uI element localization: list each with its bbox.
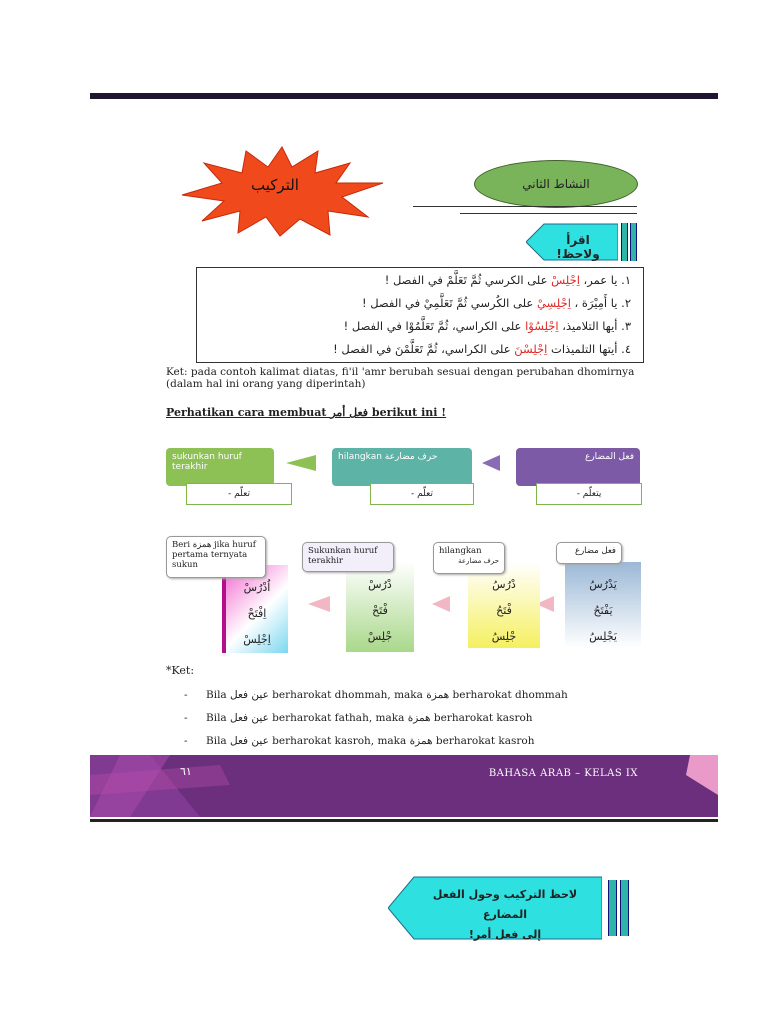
step-box-fiil-mudhari: فعل المضارع <box>516 448 640 486</box>
column-hilangkan <box>468 562 540 648</box>
arrow-left-icon <box>482 455 500 471</box>
word: دْرُسْ <box>368 578 392 591</box>
top-rule <box>90 93 718 99</box>
callout-sukunkan: Sukunkan huruf terakhir <box>302 542 394 572</box>
step-box-hilangkan: hilangkan حرف مضارعة <box>332 448 472 486</box>
sentence-3: ٣. أيها التلاميذ، اِجْلِسُوْا على الكراسي، ثُمَّ تَعَلَّمُوْا في الفصل ! <box>343 319 631 333</box>
column-mudhari <box>565 562 641 648</box>
word: جْلِسُ <box>491 630 517 643</box>
task-bar <box>620 880 629 936</box>
ket-note: Ket: pada contoh kalimat diatas, fi'il 'amr berubah sesuai dengan perubahan dhomirnya (dalam hal ini orang yang diperintah) <box>166 366 635 390</box>
star-label: التركيب <box>251 176 299 194</box>
sentence-4: ٤. أيتها التلميذات اِجْلِسْنَ على الكراسي، ثُمَّ تَعَلَّمْنَ في الفصل ! <box>333 342 631 356</box>
callout-mudhari: فعل مضارع <box>556 542 622 564</box>
word: جْلِسْ <box>367 630 393 643</box>
word: اِفْتَحْ <box>247 607 267 620</box>
task-bar <box>608 880 617 936</box>
bullet-item: - Bila عين فعل berharokat dhommah, maka همزة berharokat dhommah <box>184 689 568 701</box>
arrow-left-icon <box>308 596 330 612</box>
bullet-item: - Bila عين فعل berharokat fathah, maka همزة berharokat kasroh <box>184 712 533 724</box>
word: فْتَحُ <box>496 604 512 617</box>
callout-hilangkan: hilangkan حرف مضارعة <box>433 542 505 574</box>
sentence-2: ٢. يا أَمِيْرَة ، اِجْلِسِيْ على الكُرسي ثُمَّ تَعَلَّمِيْ في الفصل ! <box>361 296 631 310</box>
column-sukunkan <box>346 562 414 652</box>
arrow-left-icon <box>286 455 316 471</box>
word: اُدْرُسْ <box>243 581 271 594</box>
footer-band <box>90 755 718 817</box>
ket2-label: *Ket: <box>166 664 195 677</box>
column-amr <box>222 565 288 653</box>
section-heading: Perhatikan cara membuat فعل أمر berikut ini ! <box>166 406 447 419</box>
task-instruction: لاحظ التركيب وحول الفعل المضارع إلى فعل أمر! <box>432 888 578 941</box>
activity-label: النشاط الثاني <box>522 177 590 191</box>
step-box-sukunkan: sukunkan huruf terakhir <box>166 448 274 486</box>
step-word-3: تعلّم - <box>186 483 292 505</box>
step-word-1: يتعلّم - <box>536 483 642 505</box>
example-sentences-box <box>196 267 644 363</box>
step-word-2: تعلّم - <box>370 483 474 505</box>
bullet-item: - Bila عين فعل berharokat kasroh, maka همزة berharokat kasroh <box>184 735 535 747</box>
footer-subject: BAHASA ARAB – KELAS IX <box>488 768 638 779</box>
callout-hamzah: Beri همزة jika huruf pertama ternyata sukun <box>166 536 266 578</box>
tab-bar <box>621 223 628 261</box>
activity-oval <box>474 160 638 208</box>
word: يَجْلِسُ <box>589 630 617 643</box>
word: دْرُسُ <box>492 578 516 591</box>
read-note-label: اقرأ ولاحظ! <box>556 233 600 261</box>
arrow-left-icon <box>432 596 450 612</box>
bottom-rule <box>90 819 718 822</box>
word: يَفْتَحُ <box>593 604 613 617</box>
page-number: ٦١ <box>180 765 192 778</box>
word: فْتَحْ <box>372 604 388 617</box>
divider-line <box>460 213 637 214</box>
tab-bar <box>630 223 637 261</box>
word: يَدْرُسُ <box>589 578 617 591</box>
word: اِجْلِسْ <box>243 633 271 646</box>
divider-line <box>413 206 637 207</box>
sentence-1: ١. يا عمر، اِجْلِسْ على الكرسي ثُمَّ تَعَلَّمْ في الفصل ! <box>384 273 631 287</box>
